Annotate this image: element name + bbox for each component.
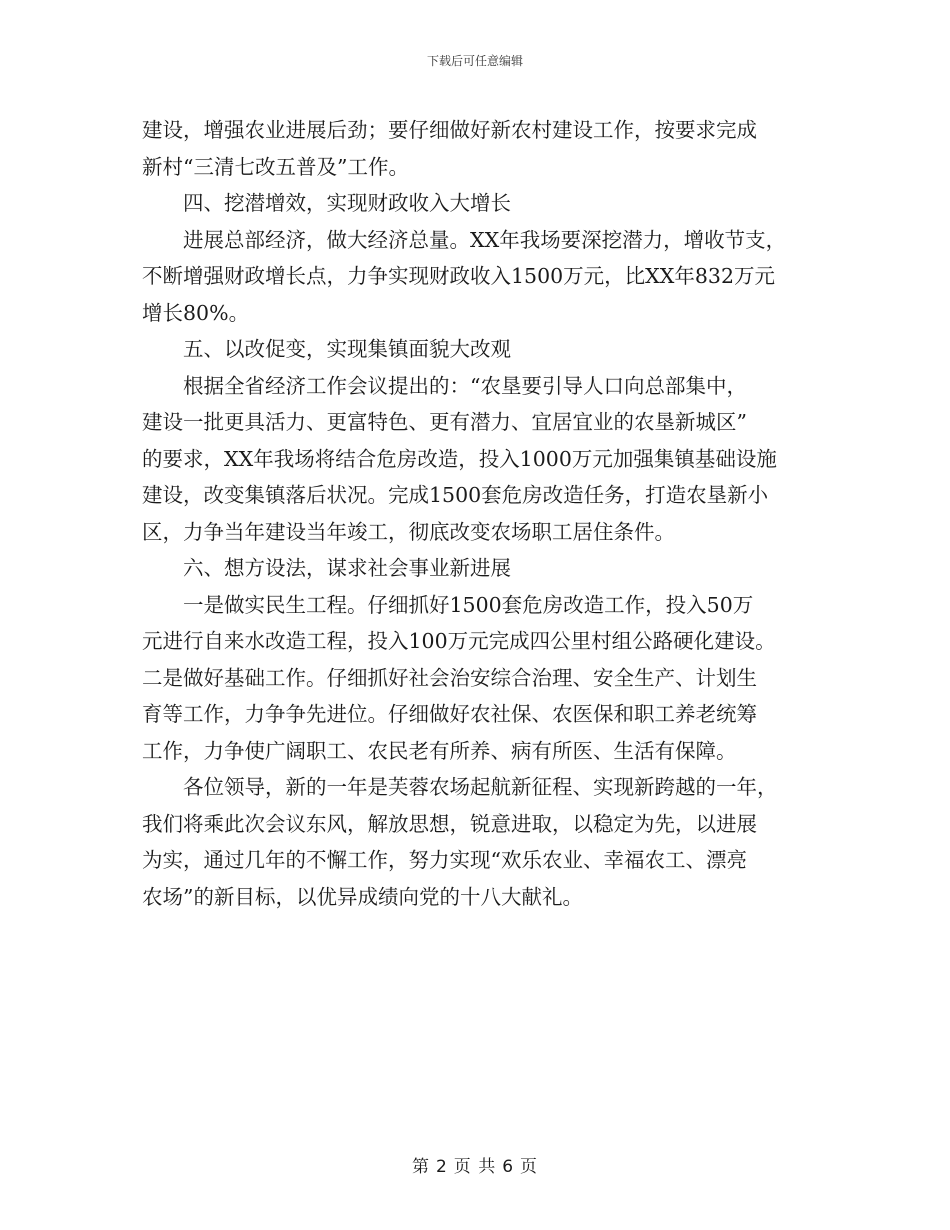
text-line: 元进行自来水改造工程，投入100万元完成四公里村组公路硬化建设。	[142, 629, 776, 653]
footer-prefix: 第	[411, 1157, 430, 1177]
text-line: 区，力争当年建设当年竣工，彻底改变农场职工居住条件。	[142, 519, 675, 544]
footer-middle: 页 共	[453, 1157, 497, 1177]
text-line: 二是做好基础工作。仔细抓好社会治安综合治理、安全生产、计划生	[142, 665, 757, 690]
text-line: 增长80%。	[142, 300, 250, 325]
text-line: 农场”的新目标，以优异成绩向党的十八大献礼。	[142, 884, 583, 909]
footer-suffix: 页	[520, 1157, 539, 1177]
text-line: 不断增强财政增长点，力争实现财政收入1500万元，比XX年832万元	[142, 264, 775, 288]
text-line: 一是做实民生工程。仔细抓好1500套危房改造工作，投入50万	[183, 592, 754, 617]
text-line: 进展总部经济，做大经济总量。XX年我场要深挖潜力，增收节支，	[183, 227, 787, 252]
current-page-number: 2	[435, 1157, 448, 1177]
text-line: 建设，增强农业进展后劲；要仔细做好新农村建设工作，按要求完成	[142, 118, 757, 142]
text-line: 新村“三清七改五普及”工作。	[142, 154, 409, 179]
text-line: 的要求，XX年我场将结合危房改造，投入1000万元加强集镇基础设施	[142, 446, 777, 471]
section-heading: 五、以改促变，实现集镇面貌大改观	[183, 337, 511, 361]
document-body	[142, 112, 806, 915]
section-heading: 四、挖潜增效，实现财政收入大增长	[183, 191, 511, 215]
page-footer	[0, 1152, 950, 1177]
text-line: 工作，力争使广阔职工、农民老有所养、病有所医、生活有保障。	[142, 738, 737, 763]
section-heading: 六、想方设法，谋求社会事业新进展	[183, 556, 511, 580]
text-line: 各位领导，新的一年是芙蓉农场起航新征程、实现新跨越的一年，	[183, 775, 778, 799]
text-line: 为实，通过几年的不懈工作，努力实现“欢乐农业、幸福农工、漂亮	[142, 848, 747, 872]
text-line: 建设，改变集镇落后状况。完成1500套危房改造任务，打造农垦新小	[142, 483, 769, 507]
text-line: 育等工作，力争争先进位。仔细做好农社保、农医保和职工养老统筹	[142, 702, 757, 726]
text-line: 根据全省经济工作会议提出的：“农垦要引导人口向总部集中，	[183, 373, 747, 398]
text-line: 建设一批更具活力、更富特色、更有潜力、宜居宜业的农垦新城区”	[142, 410, 747, 434]
total-page-number: 6	[502, 1157, 515, 1177]
text-line: 我们将乘此次会议东风，解放思想，锐意进取，以稳定为先，以进展	[142, 811, 757, 836]
page-header-note: 下载后可任意编辑	[426, 54, 523, 68]
